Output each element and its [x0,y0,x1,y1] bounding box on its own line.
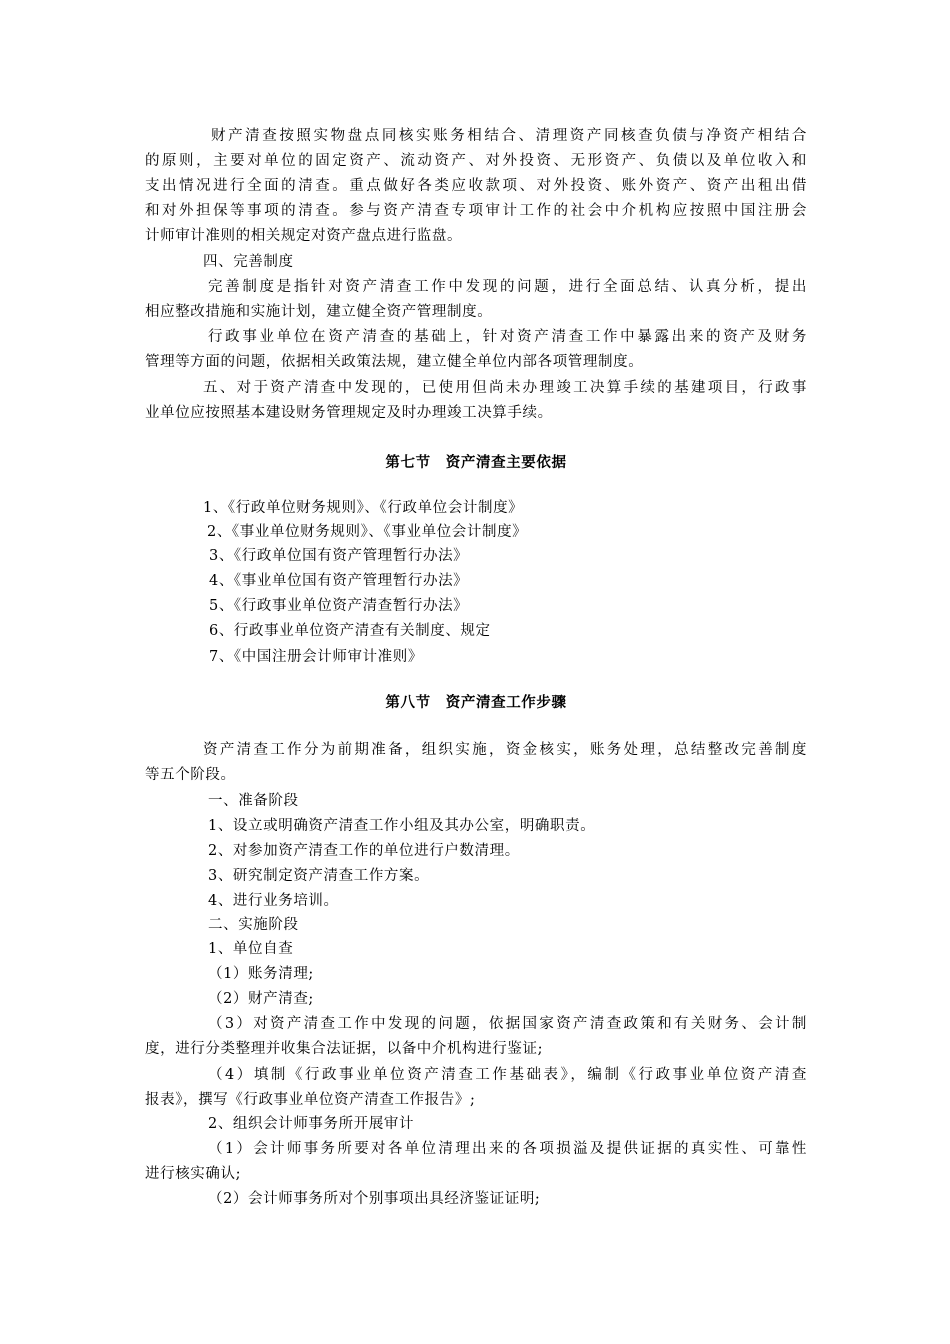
audit-item-2: （2）会计师事务所对个别事项出具经济鉴证证明; [208,1191,541,1207]
self-check-item-1: （1）账务清理; [208,966,314,982]
audit-title: 2、组织会计师事务所开展审计 [208,1116,415,1132]
prep-item-2: 2、对参加资产清查工作的单位进行户数清理。 [208,843,520,859]
intro-line-2: 的原则，主要对单位的固定资产、流动资产、对外投资、无形资产、负债以及单位收入和 [145,153,807,169]
basis-item-7: 7、《中国注册会计师审计准则》 [209,649,423,665]
steps-intro-line-1: 资产清查工作分为前期准备，组织实施，资金核实，账务处理，总结整改完善制度 [203,742,807,758]
intro-line-1: 财产清查按照实物盘点同核实账务相结合、清理资产同核查负债与净资产相结合 [211,128,807,144]
self-check-title: 1、单位自查 [208,941,294,957]
section5-line-2: 业单位应按照基本建设财务管理规定及时办理竣工决算手续。 [145,405,553,421]
prep-item-4: 4、进行业务培训。 [208,893,339,909]
section7-heading: 第七节 资产清查主要依据 [385,454,567,471]
prep-item-1: 1、设立或明确资产清查工作小组及其办公室，明确职责。 [208,818,596,834]
prep-item-3: 3、研究制定资产清查工作方案。 [208,868,430,884]
section4-title: 四、完善制度 [203,254,294,270]
intro-line-5: 计师审计准则的相关规定对资产盘点进行监盘。 [145,228,463,244]
basis-item-1: 1、《行政单位财务规则》、《行政单位会计制度》 [203,500,524,516]
perfect-para2-line-1: 行政事业单位在资产清查的基础上，针对资产清查工作中暴露出来的资产及财务 [208,329,807,345]
section5-line-1: 五、对于资产清查中发现的，已使用但尚未办理竣工决算手续的基建项目，行政事 [203,380,807,396]
prep-title: 一、准备阶段 [208,793,299,809]
basis-item-3: 3、《行政单位国有资产管理暂行办法》 [209,548,469,564]
intro-line-4: 和对外担保等事项的清查。参与资产清查专项审计工作的社会中介机构应按照中国注册会 [145,203,807,219]
basis-item-2: 2、《事业单位财务规则》、《事业单位会计制度》 [207,524,528,540]
self-check-item-3-line-1: （3）对资产清查工作中发现的问题，依据国家资产清查政策和有关财务、会计制 [208,1016,807,1032]
self-check-item-3-line-2: 度，进行分类整理并收集合法证据，以备中介机构进行鉴证; [145,1041,544,1057]
audit-item-1-line-2: 进行核实确认; [145,1166,242,1182]
impl-title: 二、实施阶段 [208,917,299,933]
perfect-para1-line-2: 相应整改措施和实施计划，建立健全资产管理制度。 [145,304,493,320]
intro-line-3: 支出情况进行全面的清查。重点做好各类应收款项、对外投资、账外资产、资产出租出借 [145,178,807,194]
audit-item-1-line-1: （1）会计师事务所要对各单位清理出来的各项损溢及提供证据的真实性、可靠性 [208,1141,807,1157]
basis-item-6: 6、行政事业单位资产清查有关制度、规定 [209,623,491,639]
self-check-item-2: （2）财产清查; [208,991,314,1007]
basis-item-5: 5、《行政事业单位资产清查暂行办法》 [209,598,469,614]
basis-item-4: 4、《事业单位国有资产管理暂行办法》 [209,573,469,589]
perfect-para1-line-1: 完善制度是指针对资产清查工作中发现的问题，进行全面总结、认真分析，提出 [208,279,807,295]
self-check-item-4-line-2: 报表》，撰写《行政事业单位资产清查工作报告》; [145,1092,476,1108]
steps-intro-line-2: 等五个阶段。 [145,767,236,783]
perfect-para2-line-2: 管理等方面的问题，依据相关政策法规，建立健全单位内部各项管理制度。 [145,354,644,370]
section8-heading: 第八节 资产清查工作步骤 [385,694,567,711]
self-check-item-4-line-1: （4）填制《行政事业单位资产清查工作基础表》，编制《行政事业单位资产清查 [208,1067,807,1083]
